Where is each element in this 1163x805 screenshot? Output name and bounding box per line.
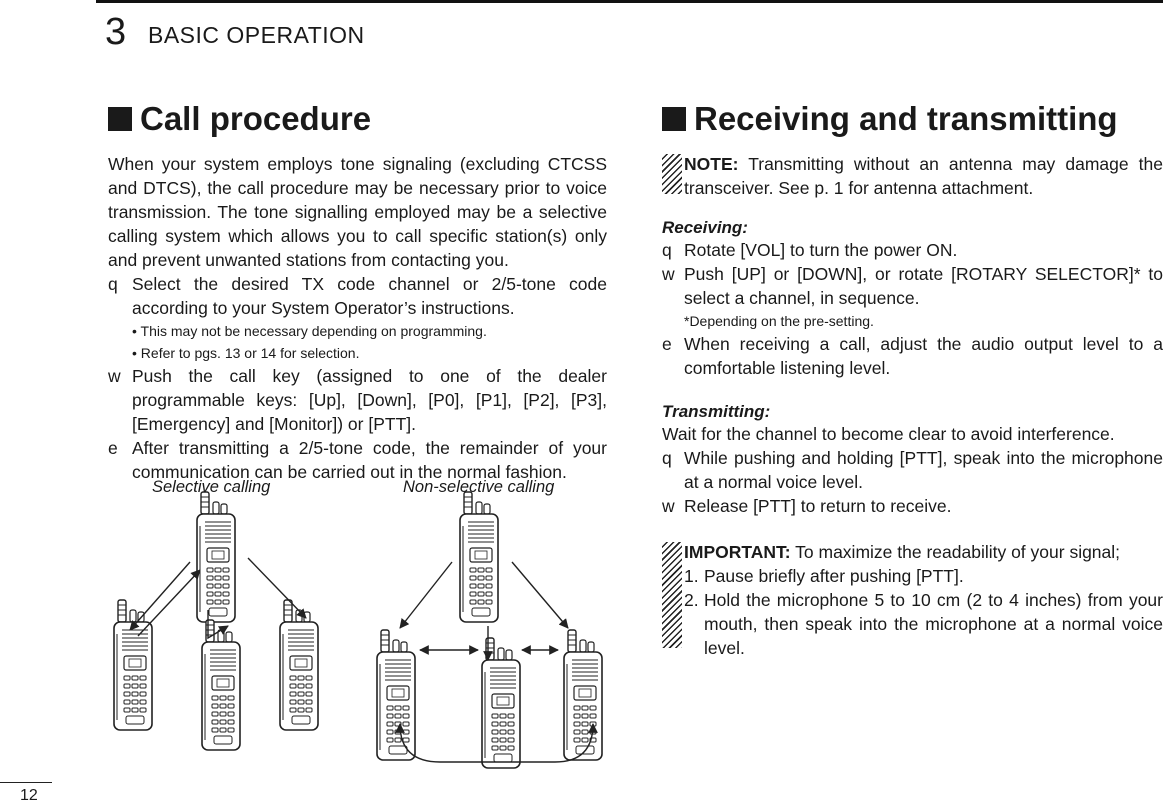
step-number: w <box>662 496 675 516</box>
step-number: w <box>662 264 675 284</box>
step-2 <box>108 364 607 436</box>
step-1 <box>108 272 607 364</box>
step-note: • Refer to pgs. 13 or 14 for selection. <box>132 345 360 361</box>
step-number: q <box>662 240 672 260</box>
header-rule <box>96 0 1163 3</box>
important-item-1 <box>684 564 1163 588</box>
step-text: After transmitting a 2/5-tone code, the remainder of your communication can be carried out in the normal fashion. <box>132 438 607 482</box>
radio-icon <box>564 630 602 760</box>
item-text: Hold the microphone 5 to 10 cm (2 to 4 inches) from your mouth, then speak into the microphone at a normal voice level. <box>704 590 1163 658</box>
page-number: 12 <box>0 782 52 805</box>
chapter-title: BASIC OPERATION <box>148 22 365 48</box>
radio-icon <box>114 600 152 730</box>
non-selective-calling-caption: Non-selective calling <box>403 478 555 496</box>
step-text: While pushing and holding [PTT], speak into the microphone at a normal voice level. <box>684 448 1163 492</box>
hatch-marker <box>662 542 682 648</box>
call-procedure-title: Call procedure <box>140 100 372 137</box>
important-content <box>684 540 1163 660</box>
important-item-2 <box>684 588 1163 660</box>
step-number: q <box>108 274 118 294</box>
important-label: IMPORTANT: <box>684 542 791 562</box>
chapter-number: 3 <box>105 11 127 53</box>
receiving-step-2 <box>662 262 1163 332</box>
step-number: q <box>662 448 672 468</box>
transmitting-step-2 <box>662 494 1163 518</box>
important-text <box>684 540 1163 564</box>
intro-paragraph: When your system employs tone signaling (excluding CTCSS and DTCS), the call procedure may be necessary prior to voice transmission. The tone signalling employed may be a selective calling system which allows you to call specific station(s) only and prevent unwanted stations from contacting you. <box>108 154 607 270</box>
step-text: Push the call key (assigned to one of the dealer programmable keys: [Up], [Down], [P0], [P1], [P2], [P3], [Emergency] and [Monitor]) or [PTT]. <box>132 366 607 434</box>
square-bullet-icon <box>108 107 132 131</box>
calling-diagram <box>100 490 620 770</box>
transmitting-heading: Transmitting: <box>662 402 771 421</box>
square-bullet-icon <box>662 107 686 131</box>
step-text: When receiving a call, adjust the audio output level to a comfortable listening level. <box>684 334 1163 378</box>
step-number: w <box>108 366 121 386</box>
item-number: 2. <box>684 590 699 610</box>
receiving-transmitting-heading <box>662 100 1118 138</box>
step-note: • This may not be necessary depending on programming. <box>132 323 487 339</box>
step-3 <box>108 436 607 484</box>
radio-icon <box>280 600 318 730</box>
transmitting-step-1 <box>662 446 1163 494</box>
transmitting-intro: Wait for the channel to become clear to avoid interference. <box>662 424 1115 444</box>
item-text: Pause briefly after pushing [PTT]. <box>704 566 964 586</box>
note-box <box>662 152 1163 200</box>
step-text: Release [PTT] to return to receive. <box>684 496 952 516</box>
step-number: e <box>662 334 672 354</box>
step-text: Push [UP] or [DOWN], or rotate [ROTARY SELECTOR]* to select a channel, in sequence. <box>684 264 1163 308</box>
important-box <box>662 540 1163 660</box>
left-column-body <box>108 152 607 484</box>
note-text <box>684 152 1163 200</box>
receiving-heading: Receiving: <box>662 218 748 237</box>
step-number: e <box>108 438 118 458</box>
receiving-step-1 <box>662 238 1163 262</box>
transmitting-section <box>662 402 1163 518</box>
note-body: Transmitting without an antenna may damage the transceiver. See p. 1 for antenna attachment. <box>684 154 1163 198</box>
receiving-section <box>662 218 1163 380</box>
item-number: 1. <box>684 566 699 586</box>
receiving-step-3 <box>662 332 1163 380</box>
radio-icon <box>202 620 240 750</box>
selective-calling-caption: Selective calling <box>152 478 271 496</box>
step-text: Rotate [VOL] to turn the power ON. <box>684 240 958 260</box>
call-procedure-heading <box>108 100 371 138</box>
radio-icon <box>377 630 415 760</box>
step-note: *Depending on the pre-setting. <box>684 313 874 329</box>
important-body: To maximize the readability of your signal; <box>795 542 1121 562</box>
radio-icon <box>460 492 498 622</box>
step-text: Select the desired TX code channel or 2/5-tone code according to your System Operator’s instructions. <box>132 274 607 318</box>
note-label: NOTE: <box>684 154 739 174</box>
radio-icon <box>197 492 235 622</box>
receiving-transmitting-title: Receiving and transmitting <box>694 100 1118 137</box>
hatch-marker <box>662 154 682 194</box>
